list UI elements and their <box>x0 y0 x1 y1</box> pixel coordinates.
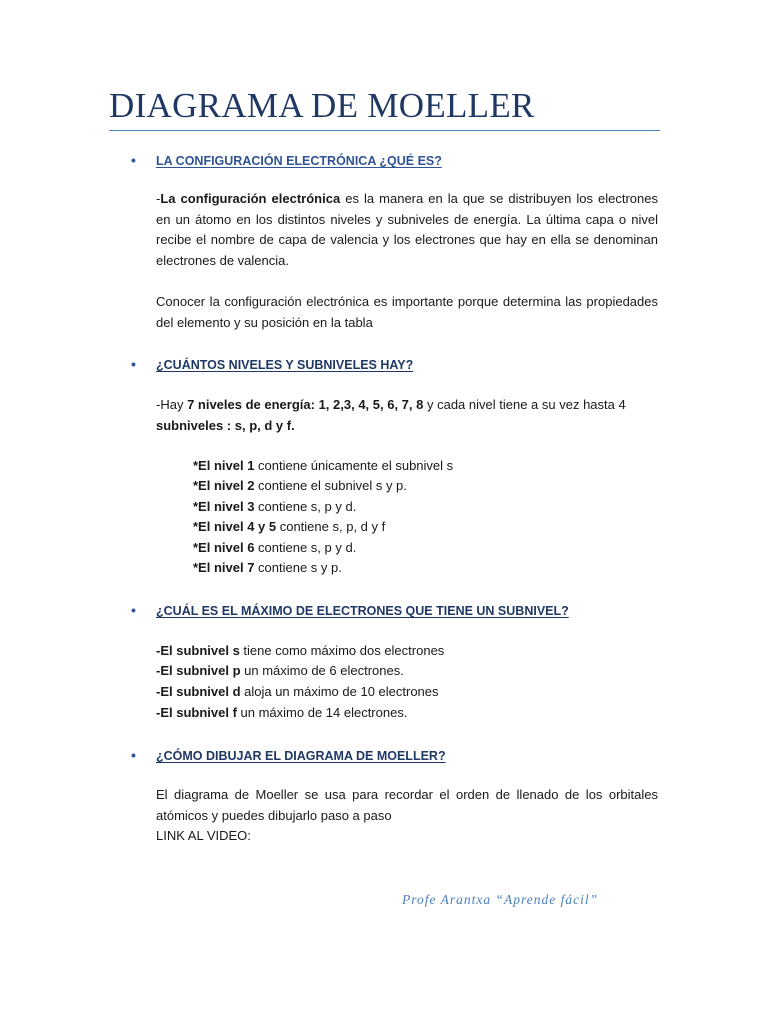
list-item: -El subnivel s tiene como máximo dos electrones <box>156 643 445 658</box>
section-heading-configuracion: • LA CONFIGURACIÓN ELECTRÓNICA ¿QUÉ ES? <box>131 152 442 168</box>
title-divider <box>109 130 660 131</box>
list-item: *El nivel 7 contiene s y p. <box>193 560 342 575</box>
paragraph-niveles-intro: -Hay 7 niveles de energía: 1, 2,3, 4, 5, 6, 7, 8 y cada nivel tiene a su vez hasta 4 subniveles : s, p, d y f. <box>156 397 626 433</box>
bullet-dot-icon: • <box>131 602 136 618</box>
list-item: -El subnivel d aloja un máximo de 10 electrones <box>156 684 439 699</box>
section-heading-niveles: • ¿CUÁNTOS NIVELES Y SUBNIVELES HAY? <box>131 356 414 372</box>
paragraph-diagrama: El diagrama de Moeller se usa para recordar el orden de llenado de los orbitales atómicos y puedes dibujarlo paso a paso <box>156 787 658 823</box>
section-heading-como-dibujar: • ¿CÓMO DIBUJAR EL DIAGRAMA DE MOELLER? <box>131 747 446 763</box>
author-signature: Profe Arantxa “Aprende fácil” <box>402 892 599 907</box>
section-heading-maximo-electrones: • ¿CUÁL ES EL MÁXIMO DE ELECTRONES QUE TIENE UN SUBNIVEL? <box>131 602 569 618</box>
list-item: *El nivel 4 y 5 contiene s, p, d y f <box>193 519 386 534</box>
paragraph-definicion: -La configuración electrónica es la manera en la que se distribuyen los electrones en un átomo en los distintos niveles y subniveles de energía. La última capa o nivel recibe el nombre de capa de valencia y los electrones que hay en ella se denominan electrones de valencia. <box>156 191 658 268</box>
list-item: *El nivel 3 contiene s, p y d. <box>193 499 357 514</box>
list-item: -El subnivel f un máximo de 14 electrones. <box>156 705 408 720</box>
page-title: DIAGRAMA DE MOELLER <box>109 86 535 125</box>
video-link-label[interactable]: LINK AL VIDEO: <box>156 828 251 843</box>
list-item: -El subnivel p un máximo de 6 electrones. <box>156 663 404 678</box>
bullet-dot-icon: • <box>131 152 136 168</box>
bullet-dot-icon: • <box>131 747 136 763</box>
list-item: *El nivel 1 contiene únicamente el subnivel s <box>193 458 454 473</box>
list-item: *El nivel 2 contiene el subnivel s y p. <box>193 478 407 493</box>
list-item: *El nivel 6 contiene s, p y d. <box>193 540 357 555</box>
bullet-dot-icon: • <box>131 356 136 372</box>
paragraph-importancia: Conocer la configuración electrónica es importante porque determina las propiedades del elemento y su posición en la tabla <box>156 294 658 330</box>
